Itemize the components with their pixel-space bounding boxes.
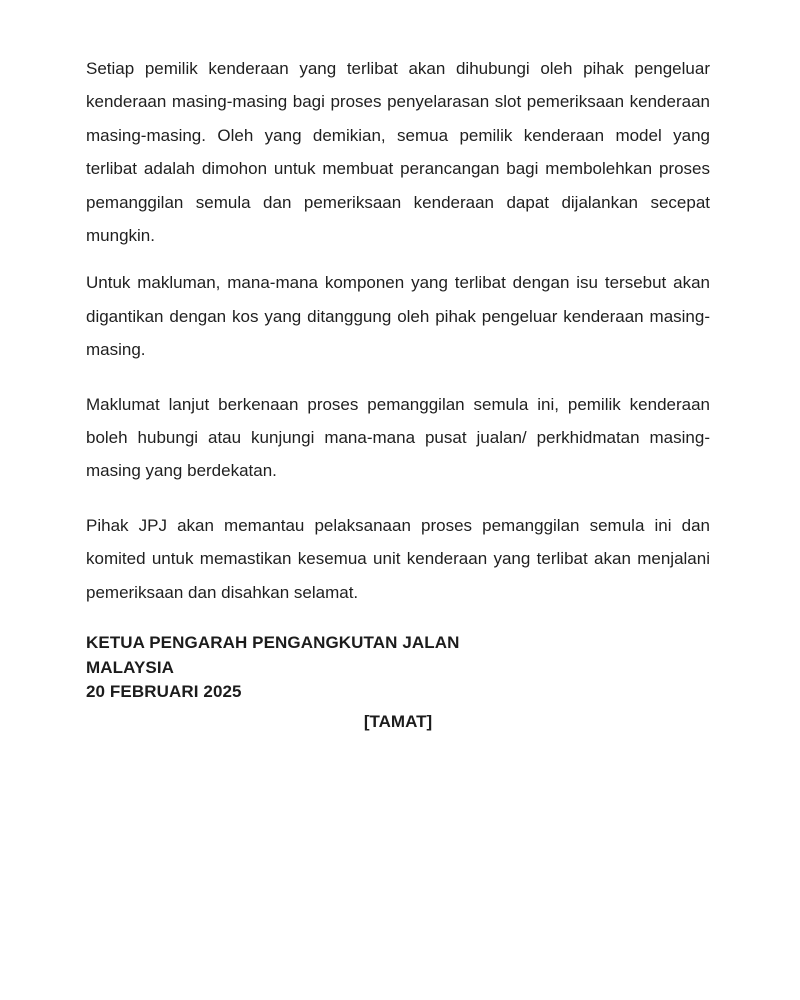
signature-country: MALAYSIA (86, 657, 175, 677)
body-paragraph-3: Maklumat lanjut berkenaan proses pemanggilan semula ini, pemilik kenderaan boleh hubungi atau kunjungi mana-mana pusat jualan/ perkhidmatan masing-masing yang berdekatan. (86, 394, 710, 481)
signature-date: 20 FEBRUARI 2025 (86, 682, 242, 702)
body-paragraph-1: Setiap pemilik kenderaan yang terlibat akan dihubungi oleh pihak pengeluar kenderaan masing-masing bagi proses penyelarasan slot pemeriksaan kenderaan masing-masing. Oleh yang demikian, semua pemilik kenderaan model yang terlibat adalah dimohon untuk membuat perancangan bagi membolehkan proses pemanggilan semula dan pemeriksaan kenderaan dapat dijalankan secepat mungkin. (86, 59, 710, 246)
body-paragraph-2: Untuk makluman, mana-mana komponen yang terlibat dengan isu tersebut akan digantikan dengan kos yang ditanggung oleh pihak pengeluar kenderaan masing-masing. (86, 273, 710, 360)
signature-title: KETUA PENGARAH PENGANGKUTAN JALAN (86, 633, 460, 653)
signature-block (86, 631, 710, 705)
body-paragraph-4: Pihak JPJ akan memantau pelaksanaan proses pemanggilan semula ini dan komited untuk memastikan kesemua unit kenderaan yang terlibat akan menjalani pemeriksaan dan disahkan selamat. (86, 515, 710, 602)
end-marker: [TAMAT] (363, 711, 433, 731)
document-content (86, 52, 710, 734)
